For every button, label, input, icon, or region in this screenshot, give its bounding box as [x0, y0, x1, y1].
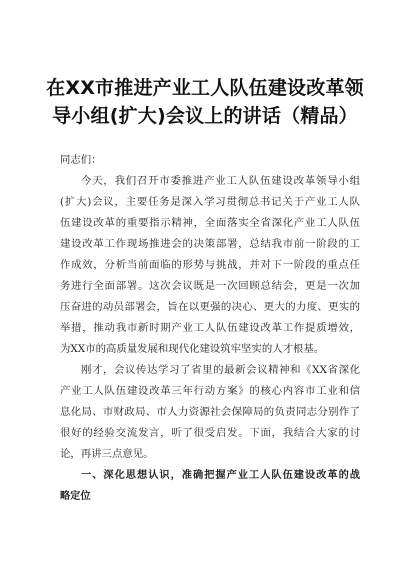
- paragraph-line: 举措，推动我市新时期产业工人队伍建设改革工作提质增效，: [60, 322, 360, 334]
- section-heading: [60, 465, 360, 507]
- paragraph-opening: [60, 171, 360, 360]
- document-title: [40, 74, 370, 130]
- paragraph-line: 很好的经验交流发言，听了很受启发。下面，我结合大家的讨: [60, 427, 360, 439]
- paragraph-line: 伍建设改革的重要指示精神，全面落实全省深化产业工人队伍: [60, 217, 360, 229]
- document-body: [60, 150, 360, 507]
- title-line: 导小组(扩大)会议上的讲话（精品）: [52, 105, 358, 127]
- paragraph-line: 为XX市的高质量发展和现代化建设筑牢坚实的人才根基。: [60, 343, 325, 355]
- paragraph-line: 作成效，分析当前面临的形势与挑战，并对下一阶段的重点任: [60, 259, 360, 271]
- paragraph-line: 论，再讲三点意见。: [60, 448, 154, 460]
- salutation: 同志们：: [60, 154, 102, 166]
- heading-line: 一、深化思想认识，准确把握产业工人队伍建设改革的战: [81, 470, 360, 481]
- title-line: 在XX市推进产业工人队伍建设改革领: [46, 77, 364, 99]
- paragraph-line: 今天，我们召开市委推进产业工人队伍建设改革领导小组: [81, 175, 360, 187]
- paragraph-line: (扩大)会议，主要任务是深入学习贯彻总书记关于产业工人队: [60, 196, 360, 208]
- heading-line: 略定位: [60, 491, 91, 502]
- paragraph-line: 压奋进的动员部署会，旨在以更强的决心、更大的力度、更实的: [60, 301, 360, 313]
- paragraph-line: 产业工人队伍建设改革三年行动方案》的核心内容市工业和信: [60, 385, 360, 397]
- paragraph-line: 务进行全面部署。这次会议既是一次回顾总结会，更是一次加: [60, 280, 360, 292]
- paragraph-line: 息化局、市财政局、市人力资源社会保障局的负责同志分别作了: [60, 406, 360, 418]
- paragraph-line: 建设改革工作现场推进会的决策部署，总结我市前一阶段的工: [60, 238, 360, 250]
- paragraph-review: [60, 360, 360, 465]
- paragraph-line: 刚才，会议传达学习了省里的最新会议精神和《XX省深化: [81, 364, 360, 376]
